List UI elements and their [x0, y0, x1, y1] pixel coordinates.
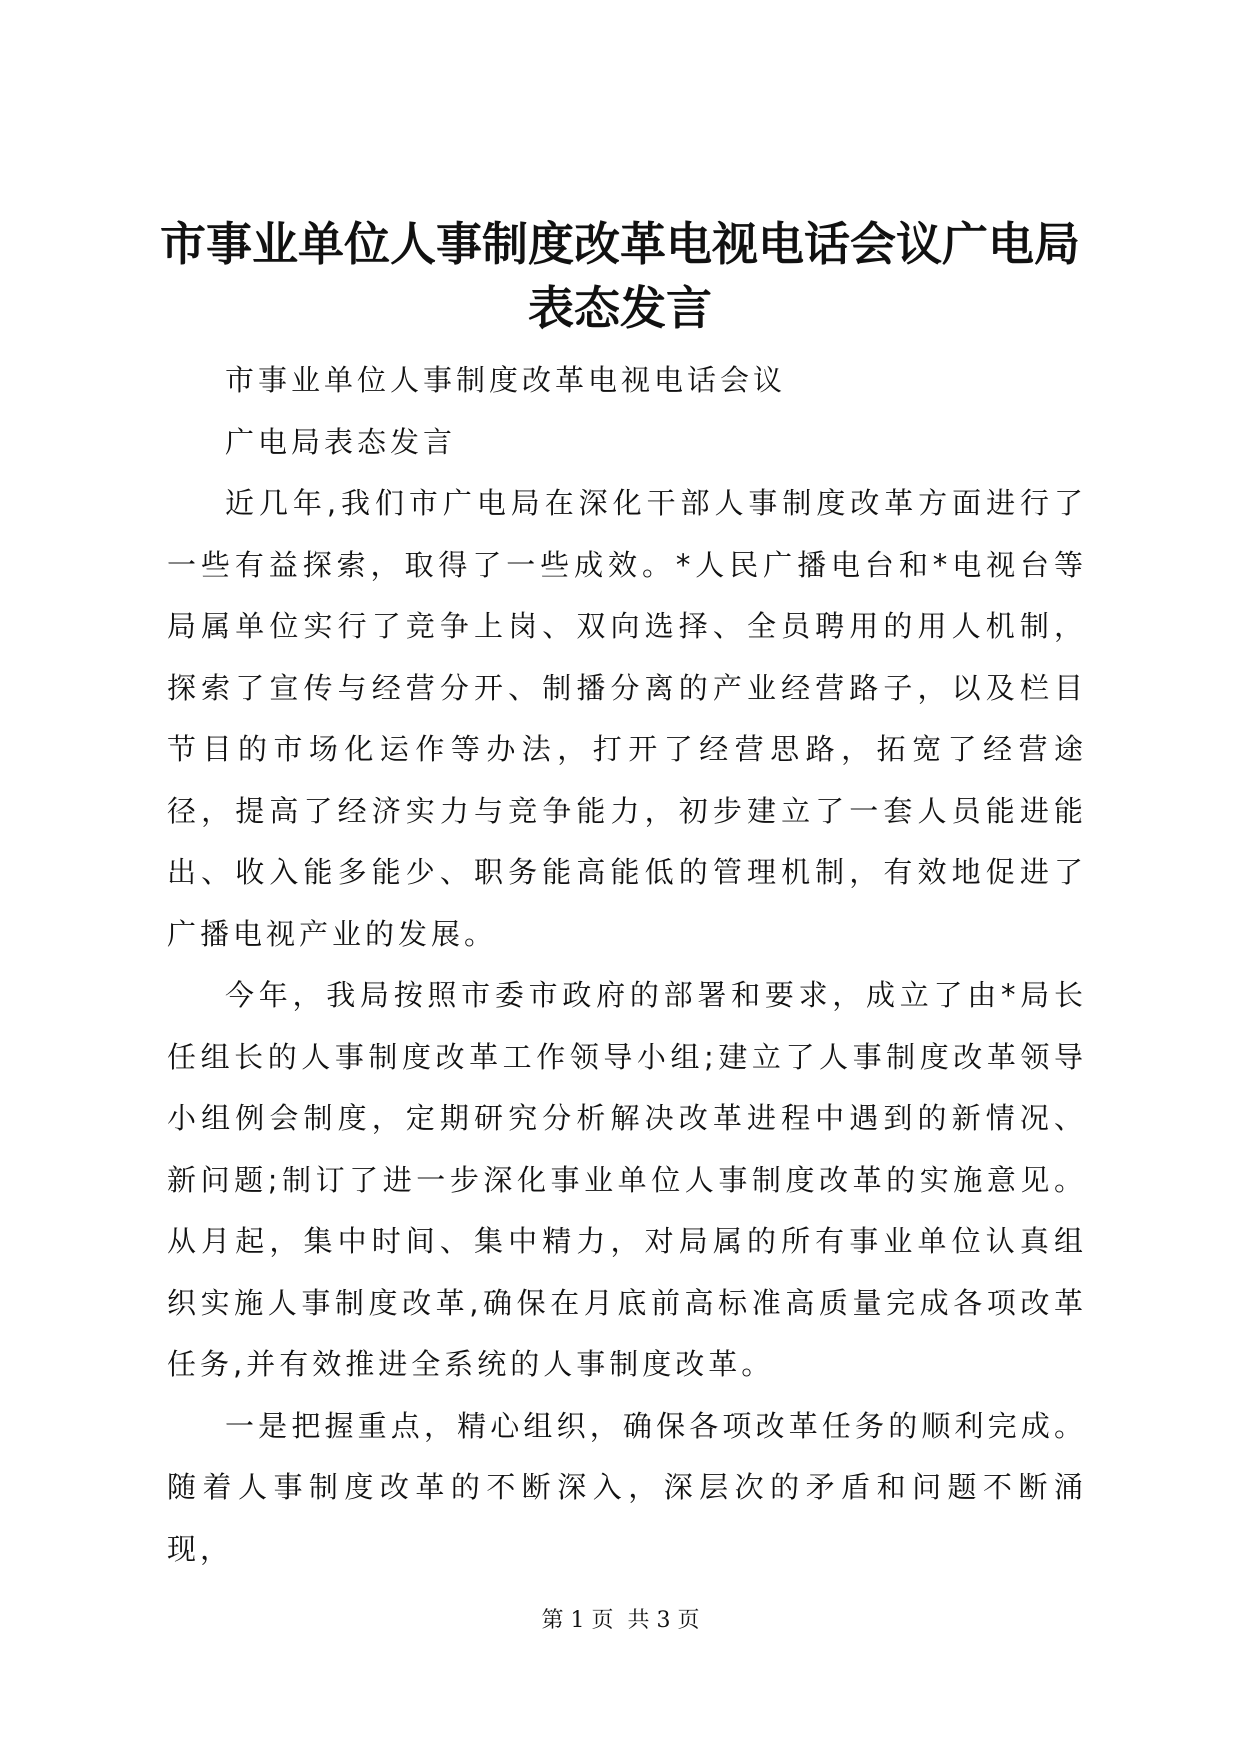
body-paragraph: 一是把握重点，精心组织，确保各项改革任务的顺利完成。随着人事制度改革的不断深入，深层次的矛盾和问题不断涌现，: [167, 1408, 1087, 1566]
body-paragraph: 近几年,我们市广电局在深化干部人事制度改革方面进行了一些有益探索，取得了一些成效。*人民广播电台和*电视台等局属单位实行了竞争上岗、双向选择、全员聘用的用人机制，探索了宣传与经营分开、制播分离的产业经营路子，以及栏目节目的市场化运作等办法，打开了经营思路，拓宽了经营途径，提高了经济实力与竞争能力，初步建立了一套人员能进能出、收入能多能少、职务能高能低的管理机制，有效地促进了广播电视产业的发展。: [167, 486, 1087, 951]
document-title: [120, 212, 1120, 340]
subtitle-line-2: 广电局表态发言: [225, 424, 457, 459]
document-title-line-2: 表态发言: [528, 281, 712, 335]
document-title-line-1: 市事业单位人事制度改革电视电话会议广电局: [160, 217, 1080, 271]
subtitle-line-1: 市事业单位人事制度改革电视电话会议: [225, 363, 787, 397]
page-number: 第 1 页 共 3 页: [541, 1608, 700, 1633]
document-body: [167, 350, 1087, 1580]
body-paragraph: 今年，我局按照市委市政府的部署和要求，成立了由*局长任组长的人事制度改革工作领导小组;建立了人事制度改革领导小组例会制度，定期研究分析解决改革进程中遇到的新情况、新问题;制订了进一步深化事业单位人事制度改革的实施意见。从月起，集中时间、集中精力，对局属的所有事业单位认真组织实施人事制度改革,确保在月底前高标准高质量完成各项改革任务,并有效推进全系统的人事制度改革。: [167, 978, 1087, 1381]
page-footer: [0, 1606, 1241, 1636]
